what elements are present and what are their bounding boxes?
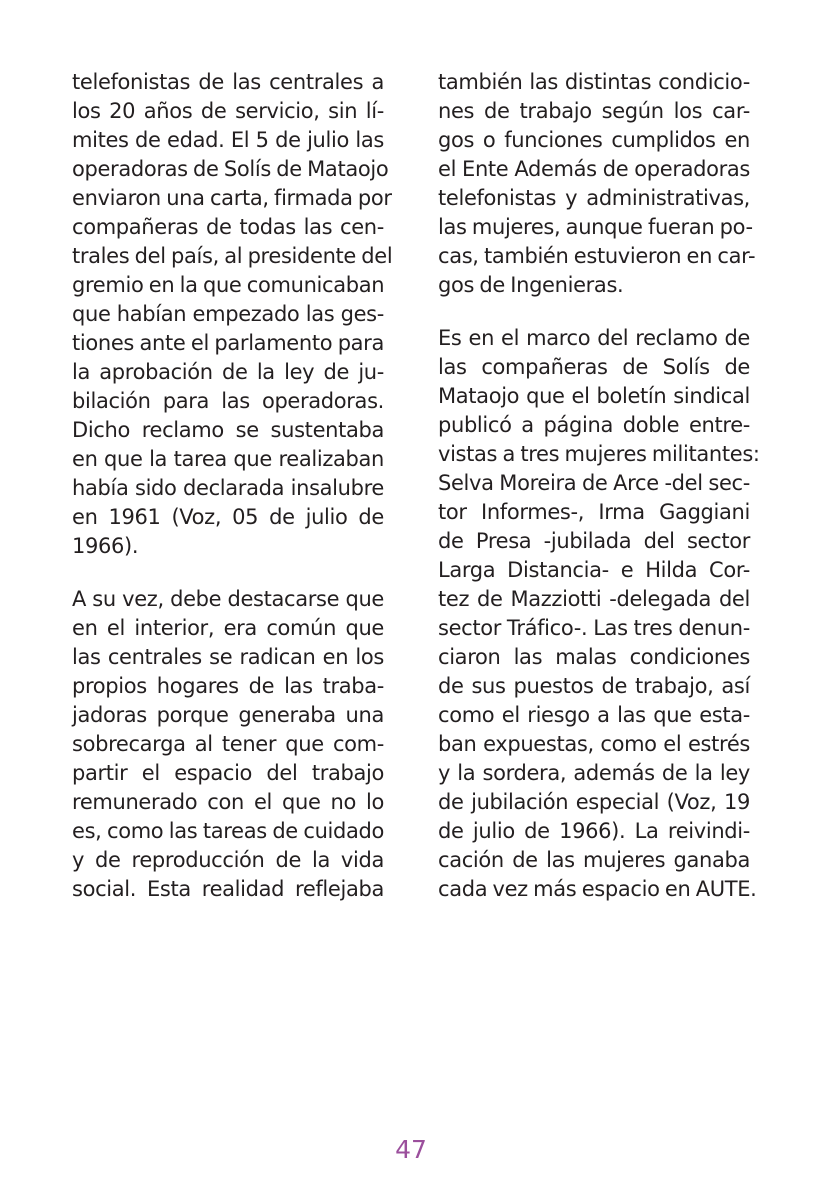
text-line: nes de trabajo según los car- (438, 99, 750, 123)
page-number: 47 (395, 1135, 427, 1164)
text-line: cas, también estuvieron en car- (438, 244, 756, 268)
text-line: compañeras de todas las cen- (72, 215, 384, 239)
text-line: partir el espacio del trabajo (72, 761, 384, 785)
text-line: cación de las mujeres ganaba (438, 848, 750, 872)
paragraph-spacer (438, 300, 750, 324)
text-line: Mataojo que el boletín sindical (438, 384, 750, 408)
text-line: tor Informes-, Irma Gaggiani (438, 500, 750, 524)
text-line: operadoras de Solís de Mataojo (72, 157, 389, 181)
text-line: ciaron las malas condiciones (438, 645, 750, 669)
text-line: gos de Ingenieras. (438, 273, 624, 297)
text-line: bilación para las operadoras. (72, 389, 384, 413)
text-line: los 20 años de servicio, sin lí- (72, 99, 384, 123)
text-line: Selva Moreira de Arce -del sec- (438, 471, 750, 495)
text-line: de sus puestos de trabajo, así (438, 674, 750, 698)
text-line: las mujeres, aunque fueran po- (438, 215, 753, 239)
right-column (438, 68, 760, 904)
text-line: publicó a página doble entre- (438, 413, 750, 437)
paragraph-spacer (72, 561, 384, 585)
text-line: remunerado con el que no lo (72, 790, 384, 814)
text-line: Dicho reclamo se sustentaba (72, 418, 384, 442)
text-line: es, como las tareas de cuidado (72, 819, 384, 843)
text-line: trales del país, al presidente del (72, 244, 393, 268)
text-line: jadoras porque generaba una (72, 703, 384, 727)
text-line: tiones ante el parlamento para (72, 331, 384, 355)
text-line: las compañeras de Solís de (438, 355, 750, 379)
text-line: y de reproducción de la vida (72, 848, 384, 872)
text-line: el Ente Además de operadoras (438, 157, 750, 181)
paragraph (438, 68, 756, 300)
text-line: sobrecarga al tener que com- (72, 732, 384, 756)
text-line: cada vez más espacio en AUTE. (438, 877, 757, 901)
paragraph (72, 68, 393, 561)
text-line: de Presa -jubilada del sector (438, 529, 750, 553)
text-line: gremio en la que comunicaban (72, 273, 385, 297)
text-line: mites de edad. El 5 de julio las (72, 128, 384, 152)
text-line: en el interior, era común que (72, 616, 384, 640)
text-line: como el riesgo a las que esta- (438, 703, 750, 727)
text-line: enviaron una carta, firmada por (72, 186, 392, 210)
paragraph (438, 324, 760, 904)
text-line: ban expuestas, como el estrés (438, 732, 750, 756)
text-line: social. Esta realidad reflejaba (72, 877, 384, 901)
text-line: también las distintas condicio- (438, 70, 750, 94)
text-line: A su vez, debe destacarse que (72, 587, 384, 611)
text-line: en que la tarea que realizaban (72, 447, 384, 471)
text-line: Larga Distancia- e Hilda Cor- (438, 558, 750, 582)
text-line: telefonistas de las centrales a (72, 70, 384, 94)
text-line: 1966). (72, 534, 139, 558)
text-line: había sido declarada insalubre (72, 476, 384, 500)
text-line: en 1961 (Voz, 05 de julio de (72, 505, 384, 529)
text-line: gos o funciones cumplidos en (438, 128, 750, 152)
text-line: y la sordera, además de la ley (438, 761, 750, 785)
text-line: la aprobación de la ley de ju- (72, 360, 384, 384)
text-line: vistas a tres mujeres militantes: (438, 442, 760, 466)
text-line: sector Tráfico-. Las tres denun- (438, 616, 750, 640)
paragraph (72, 585, 384, 904)
text-line: tez de Mazziotti -delegada del (438, 587, 750, 611)
text-line: de jubilación especial (Voz, 19 (438, 790, 750, 814)
left-column (72, 68, 393, 904)
text-line: Es en el marco del reclamo de (438, 326, 750, 350)
text-line: de julio de 1966). La reivindi- (438, 819, 750, 843)
text-line: las centrales se radican en los (72, 645, 384, 669)
text-line: que habían empezado las ges- (72, 302, 384, 326)
text-line: propios hogares de las traba- (72, 674, 384, 698)
text-line: telefonistas y administrativas, (438, 186, 750, 210)
